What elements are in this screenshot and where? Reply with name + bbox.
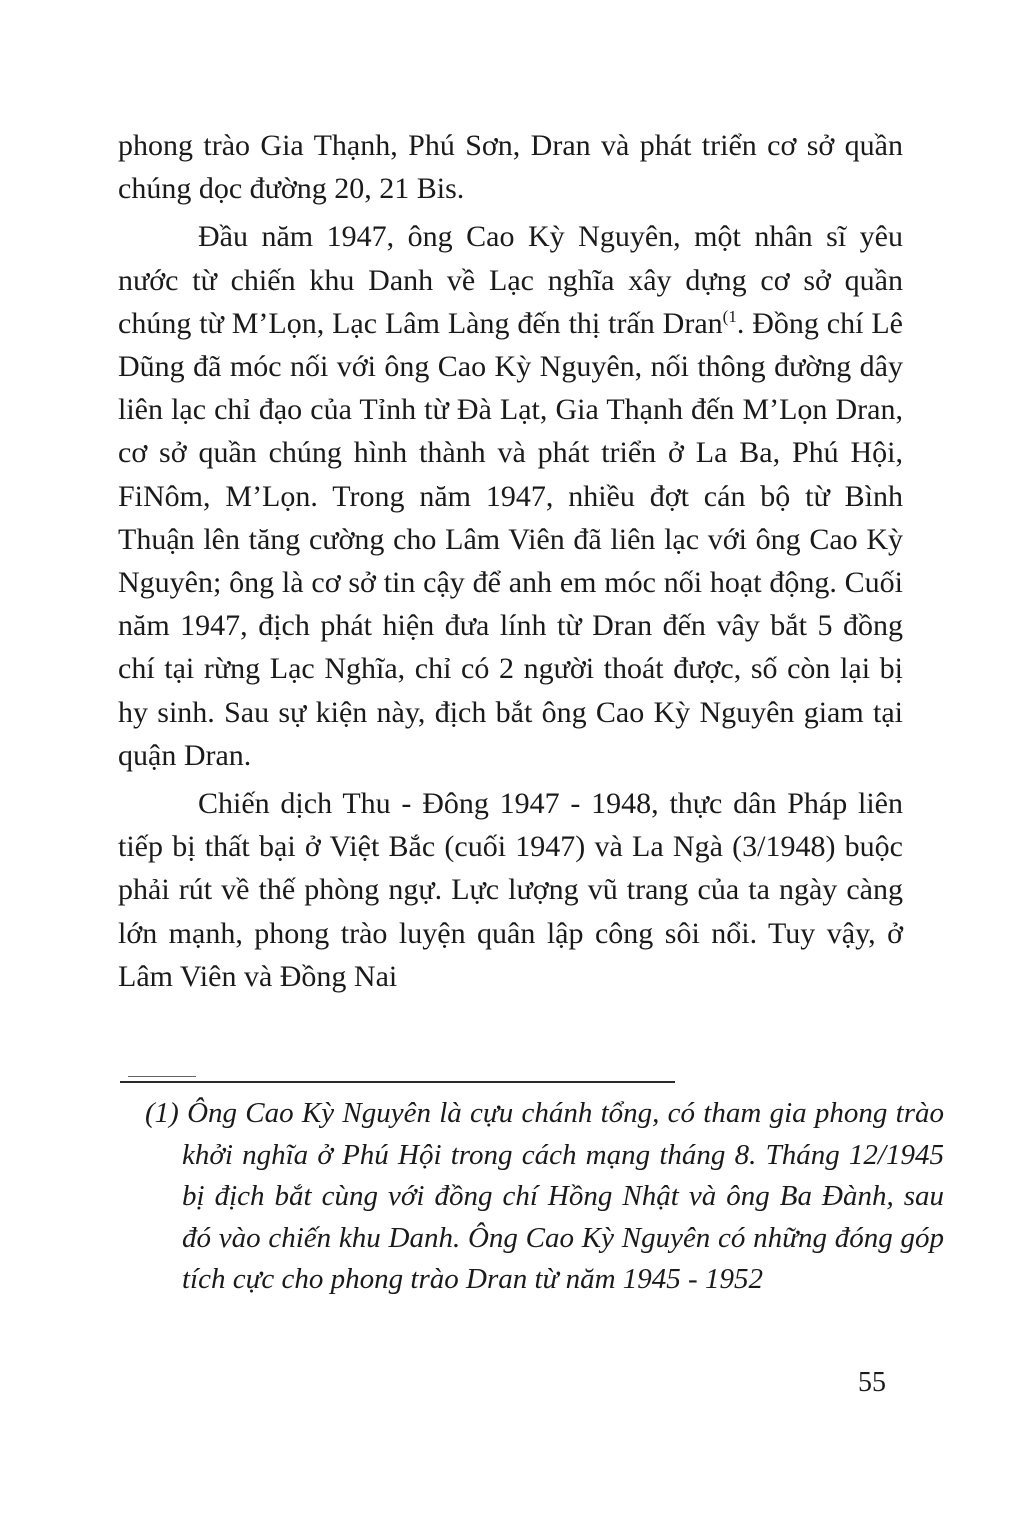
footnote-separator [120, 1081, 675, 1083]
footnote-rule-mark [128, 1076, 196, 1077]
paragraph-text-after-ref: . Đồng chí Lê Dũng đã móc nối với ông Cao Kỳ Nguyên, nối thông đường dây liên lạc chỉ đạo của Tỉnh từ Đà Lạt, Gia Thạnh đến M’Lọn Dran, cơ sở quần chúng hình thành và phát triển ở La Ba, Phú Hội, FiNôm, M’Lọn. Trong năm 1947, nhiều đợt cán bộ từ Bình Thuận lên tăng cường cho Lâm Viên đã liên lạc với ông Cao Kỳ Nguyên; ông là cơ sở tin cậy để anh em móc nối hoạt động. Cuối năm 1947, địch phát hiện đưa lính từ Dran đến vây bắt 5 đồng chí tại rừng Lạc Nghĩa, chỉ có 2 người thoát được, số còn lại bị hy sinh. Sau sự kiện này, địch bắt ông Cao Kỳ Nguyên giam tại quận Dran. [118, 306, 903, 772]
paragraph-thu-dong-campaign: Chiến dịch Thu - Đông 1947 - 1948, thực dân Pháp liên tiếp bị thất bại ở Việt Bắc (cuối 1947) và La Ngà (3/1948) buộc phải rút về thế phòng ngự. Lực lượng vũ trang của ta ngày càng lớn mạnh, phong trào luyện quân lập công sôi nổi. Tuy vậy, ở Lâm Viên và Đồng Nai [118, 787, 903, 993]
paragraph-cao-ky-nguyen [118, 215, 903, 777]
body-text [118, 124, 903, 998]
footnote-reference: (1 [722, 306, 737, 326]
paragraph-continuation: phong trào Gia Thạnh, Phú Sơn, Dran và phát triển cơ sở quần chúng dọc đường 20, 21 Bis. [118, 129, 903, 206]
page-number: 55 [858, 1367, 886, 1398]
paragraph-text-before-ref: Đầu năm 1947, ông Cao Kỳ Nguyên, một nhân sĩ yêu nước từ chiến khu Danh về Lạc nghĩa xây dựng cơ sở quần chúng từ M’Lọn, Lạc Lâm Làng đến thị trấn Dran [118, 220, 903, 340]
footnote: (1) Ông Cao Kỳ Nguyên là cựu chánh tổng, có tham gia phong trào khởi nghĩa ở Phú Hội trong cách mạng tháng 8. Tháng 12/1945 bị địch bắt cùng với đồng chí Hồng Nhật và ông Ba Đành, sau đó vào chiến khu Danh. Ông Cao Kỳ Nguyên có những đóng góp tích cực cho phong trào Dran từ năm 1945 - 1952 [145, 1097, 944, 1295]
